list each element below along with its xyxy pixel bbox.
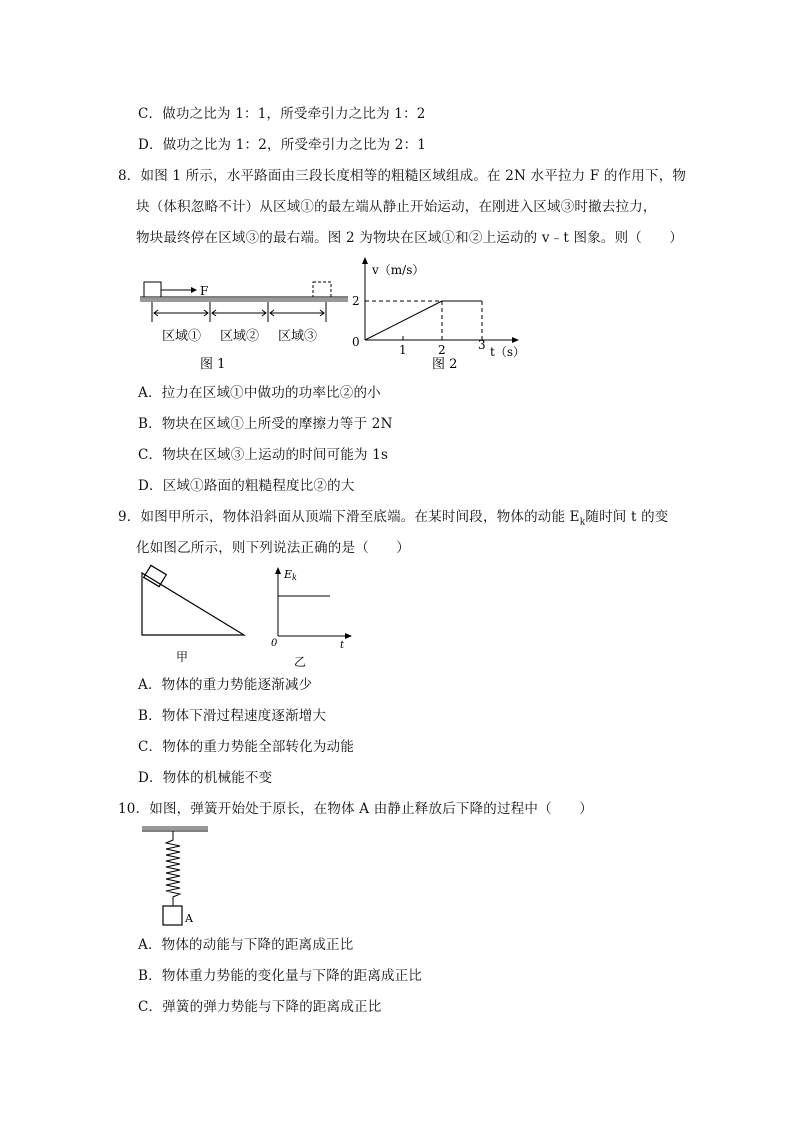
q8-stem-line1: 8．如图 1 所示，水平路面由三段长度相等的粗糙区域组成。在 2N 水平拉力 F 的作用下，物 (118, 168, 687, 184)
region-arrow-3 (270, 310, 324, 316)
x-tick-3: 3 (478, 338, 486, 352)
x-tick-2: 2 (438, 343, 446, 357)
q10-option-a: A．物体的动能与下降的距离成正比 (138, 937, 354, 953)
yi-x-label: t (340, 640, 345, 651)
q8-option-c: C．物块在区域③上运动的时间可能为 1s (138, 447, 389, 463)
y-tick-2: 2 (352, 294, 360, 308)
q8-stem-line3: 物块最终停在区域③的最右端。图 2 为物块在区域①和②上运动的 v﹣t 图象。则（ ） (136, 230, 684, 246)
q9-figure-jia (138, 565, 253, 665)
figure2-caption: 图 2 (432, 357, 458, 372)
y-axis-label: v（m/s） (372, 263, 425, 277)
q9-stem-part-a: 9．如图甲所示，物体沿斜面从顶端下滑至底端。在某时间段，物体的动能 E (118, 509, 580, 525)
force-label: F (200, 284, 209, 298)
q9-figure-yi (268, 566, 358, 670)
block (144, 282, 161, 297)
q9-option-c: C．物体的重力势能全部转化为动能 (138, 739, 355, 755)
q9-option-b: B．物体下滑过程速度逐渐增大 (138, 708, 327, 724)
yi-x-axis-arrow (345, 633, 352, 639)
figure1-caption: 图 1 (200, 357, 226, 372)
q9-stem-line2: 化如图乙所示，则下列说法正确的是（ ） (136, 540, 410, 556)
ground-hatch (140, 298, 348, 302)
q8-figure2 (350, 256, 530, 380)
region-label-3: 区域③ (278, 329, 318, 344)
figure-yi-caption: 乙 (294, 655, 307, 669)
q8-option-b: B．物块在区域①上所受的摩擦力等于 2N (138, 416, 393, 432)
q8-figure1 (136, 270, 356, 380)
force-arrowhead (191, 287, 197, 293)
q8-option-a: A．拉力在区域①中做功的功率比②的小 (138, 385, 381, 401)
q8-option-d: D．区域①路面的粗糙程度比②的大 (138, 478, 355, 494)
figure-jia-caption: 甲 (176, 650, 189, 664)
region-label-1: 区域① (162, 329, 202, 344)
prev-option-c: C．做功之比为 1：1，所受牵引力之比为 1：2 (138, 106, 426, 122)
prev-option-d: D．做功之比为 1：2，所受牵引力之比为 2：1 (138, 137, 427, 153)
vt-ramp (365, 301, 442, 340)
q9-option-d: D．物体的机械能不变 (138, 770, 273, 786)
region-arrow-2 (212, 310, 266, 316)
q9-stem-subscript: k (579, 517, 586, 528)
block-a-label: A (185, 912, 193, 925)
y-axis-arrow (362, 257, 368, 264)
yi-y-label: Ek (284, 568, 297, 582)
region-label-2: 区域② (220, 329, 260, 344)
region-arrow-1 (154, 310, 208, 316)
q9-stem-part-b: 随时间 t 的变 (585, 509, 669, 525)
incline (142, 573, 244, 635)
block-a (163, 906, 182, 925)
q10-option-c: C．弹簧的弹力势能与下降的距离成正比 (138, 999, 382, 1015)
yi-origin: 0 (271, 638, 278, 649)
dashed-block (313, 282, 331, 297)
x-axis-arrow (512, 337, 519, 343)
q8-stem-line2: 块（体积忽略不计）从区域①的最左端从静止开始运动，在刚进入区域③时撤去拉力， (136, 199, 657, 215)
q10-stem: 10．如图，弹簧开始处于原长，在物体 A 由静止释放后下降的过程中（ ） (118, 801, 593, 817)
spring (166, 831, 180, 906)
x-axis-label: t（s） (490, 345, 525, 359)
q9-option-a: A．物体的重力势能逐渐减少 (138, 677, 313, 693)
origin-label: 0 (352, 335, 360, 349)
ceiling-hatch (142, 826, 208, 830)
q10-option-b: B．物体重力势能的变化量与下降的距离成正比 (138, 968, 423, 984)
yi-y-axis-arrow (275, 567, 281, 574)
q9-stem-line1 (118, 507, 669, 533)
q10-figure (140, 826, 220, 930)
x-tick-1: 1 (399, 343, 407, 357)
